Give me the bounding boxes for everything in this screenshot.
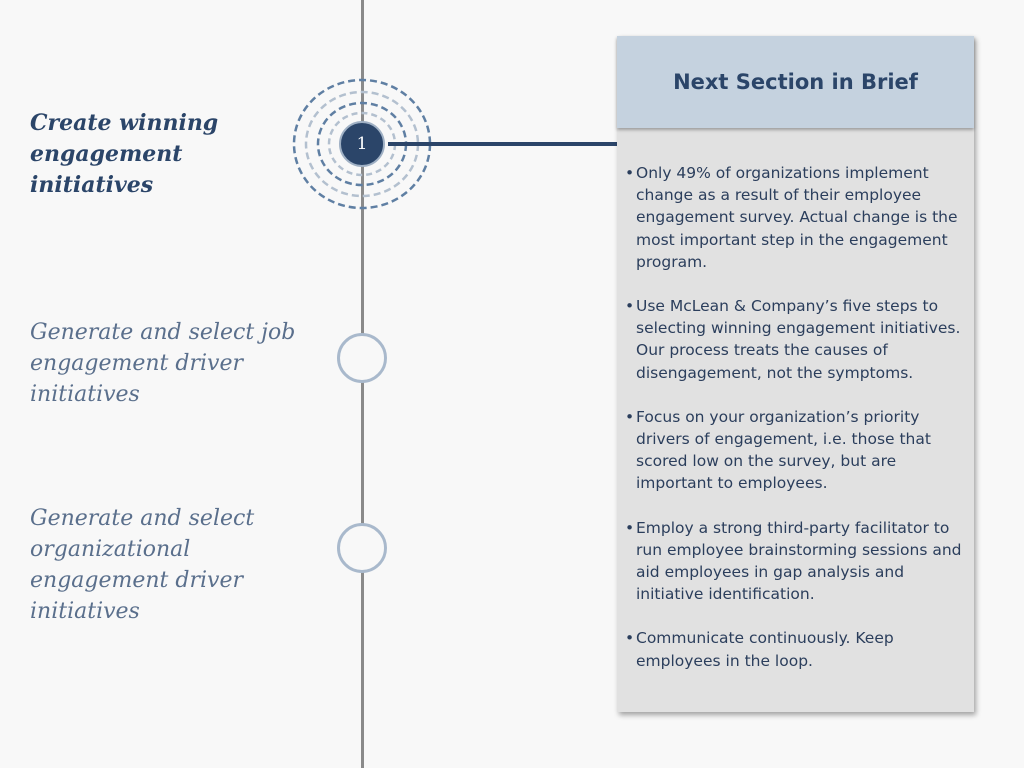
brief-item-text: Communicate continuously. Keep employees in the loop. bbox=[636, 629, 894, 670]
step-1-number: 1 bbox=[356, 134, 368, 154]
brief-item bbox=[625, 162, 967, 273]
step-2-marker[interactable] bbox=[337, 333, 387, 383]
step-1-marker[interactable] bbox=[339, 121, 385, 167]
brief-item bbox=[625, 517, 967, 606]
bullet-icon: • bbox=[625, 297, 635, 316]
brief-header bbox=[617, 36, 974, 128]
brief-item-text: Focus on your organization’s priority drivers of engagement, i.e. those that scored low on the survey, but are important to employees. bbox=[636, 407, 931, 493]
step-3-label[interactable]: Generate and select organizational engagement driver initiatives bbox=[30, 506, 255, 624]
step-1-label[interactable]: Create winning engagement initiatives bbox=[30, 110, 219, 198]
brief-item-text: Only 49% of organizations implement change as a result of their employee engagement survey. Actual change is the most important step in the engagement program. bbox=[636, 164, 958, 271]
brief-item bbox=[625, 627, 967, 671]
connector-line bbox=[388, 142, 618, 146]
step-3-marker[interactable] bbox=[337, 523, 387, 573]
brief-panel bbox=[617, 36, 974, 712]
brief-list bbox=[625, 162, 967, 694]
bullet-icon: • bbox=[625, 518, 635, 537]
brief-item-text: Employ a strong third-party facilitator to run employee brainstorming sessions and aid employees in gap analysis and initiative identification. bbox=[636, 518, 962, 604]
bullet-icon: • bbox=[625, 629, 635, 648]
brief-item bbox=[625, 406, 967, 495]
brief-title: Next Section in Brief bbox=[673, 70, 918, 94]
step-2-label[interactable]: Generate and select job engagement driver initiatives bbox=[30, 320, 296, 407]
bullet-icon: • bbox=[625, 407, 635, 426]
brief-item-text: Use McLean & Company’s five steps to selecting winning engagement initiatives. Our process treats the causes of disengagement, not the symptoms. bbox=[636, 297, 961, 382]
brief-item bbox=[625, 295, 967, 384]
bullet-icon: • bbox=[625, 164, 635, 182]
